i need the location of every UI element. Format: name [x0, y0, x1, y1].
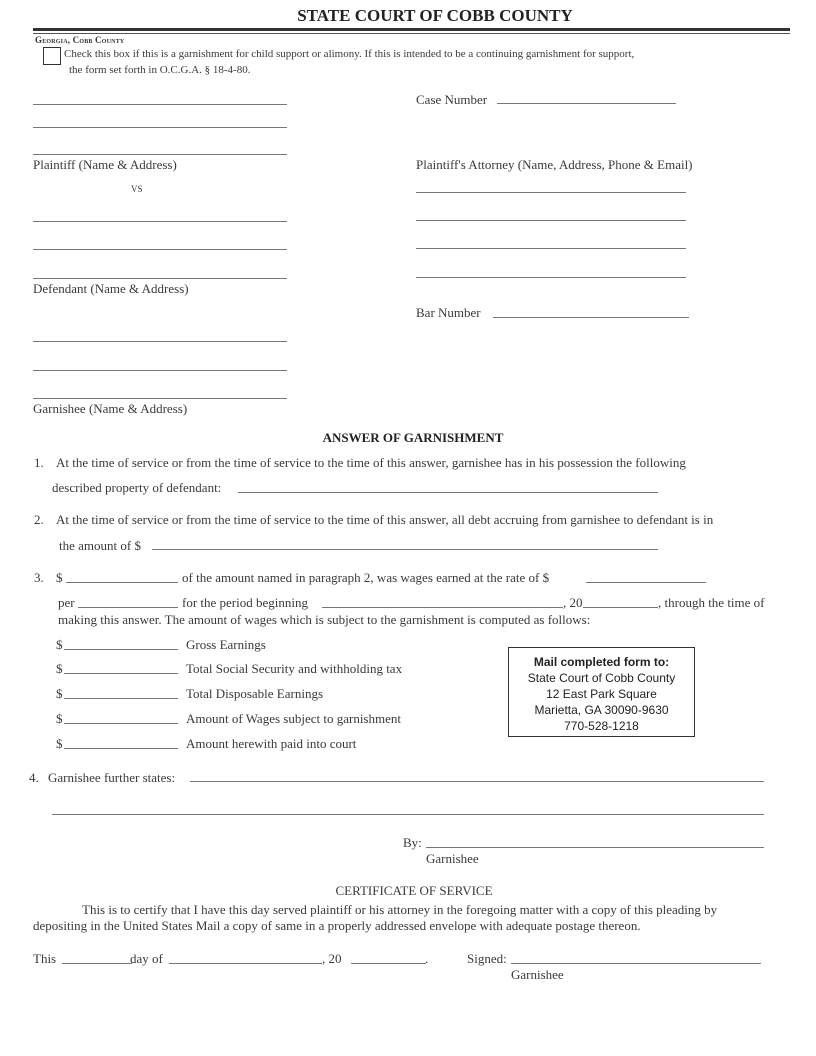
- mail-line-4: 770-528-1218: [564, 719, 639, 733]
- attorney-line-3[interactable]: [416, 248, 686, 249]
- wage-rate-field[interactable]: [586, 582, 706, 583]
- p1-line2: described property of defendant:: [52, 480, 222, 495]
- property-field[interactable]: [238, 492, 658, 493]
- wage-dollar: $: [56, 686, 63, 701]
- wages-subject-field[interactable]: [64, 723, 178, 724]
- bar-number-field[interactable]: [493, 317, 689, 318]
- p2-line1: At the time of service or from the time of service to the time of this answer, all debt accruing from garnishee to defendant is in: [56, 512, 714, 527]
- defendant-line-3[interactable]: [33, 278, 287, 279]
- by-label: By:: [403, 835, 422, 850]
- wage-label: Gross Earnings: [186, 637, 266, 652]
- cert-year-field[interactable]: [351, 963, 426, 964]
- wage-dollar: $: [56, 711, 63, 726]
- page-title: STATE COURT OF COBB COUNTY: [297, 6, 573, 25]
- p3-per: per: [58, 595, 75, 610]
- this-label: This: [33, 951, 57, 966]
- mail-to-box: [508, 647, 695, 737]
- p4-text: Garnishee further states:: [48, 770, 176, 785]
- checkbox-text-line2: the form set forth in O.C.G.A. § 18-4-80.: [69, 64, 251, 76]
- p3-line3: making this answer. The amount of wages which is subject to the garnishment is computed as follows:: [58, 612, 591, 627]
- wage-dollar: $: [56, 736, 63, 751]
- cert-twenty: , 20: [322, 951, 342, 966]
- social-security-field[interactable]: [64, 673, 178, 674]
- plaintiff-label: Plaintiff (Name & Address): [33, 157, 177, 172]
- wage-dollar: $: [56, 661, 63, 676]
- debt-amount-field[interactable]: [152, 549, 658, 550]
- plaintiff-line-1[interactable]: [33, 104, 287, 105]
- further-states-field-1[interactable]: [190, 781, 764, 782]
- answer-heading: ANSWER OF GARNISHMENT: [322, 430, 504, 445]
- header-rule-thick: [33, 28, 790, 31]
- p3-twenty: , 20: [563, 595, 583, 610]
- case-number-field[interactable]: [497, 103, 676, 104]
- gross-earnings-field[interactable]: [64, 649, 178, 650]
- attorney-line-1[interactable]: [416, 192, 686, 193]
- p3-through: , through the time of: [658, 595, 765, 610]
- mail-heading: Mail completed form to:: [533, 655, 670, 669]
- cert-day-field[interactable]: [62, 963, 132, 964]
- wage-label: Total Disposable Earnings: [186, 686, 324, 701]
- cert-month-field[interactable]: [169, 963, 322, 964]
- p1-number: 1.: [34, 455, 44, 470]
- plaintiff-line-2[interactable]: [33, 127, 287, 128]
- p4-number: 4.: [29, 770, 39, 785]
- bar-number-label: Bar Number: [416, 305, 481, 320]
- certificate-text-2: depositing in the United States Mail a copy of same in a properly addressed envelope with adequate postage thereon.: [33, 918, 641, 933]
- vs-label: vs: [131, 180, 143, 195]
- p3-text-a: of the amount named in paragraph 2, was wages earned at the rate of $: [182, 570, 550, 585]
- defendant-line-1[interactable]: [33, 221, 287, 222]
- day-of-label: day of: [130, 951, 163, 966]
- header-rule-thin: [33, 33, 790, 34]
- signed-label: Signed:: [467, 951, 507, 966]
- per-period-field[interactable]: [78, 607, 178, 608]
- p2-line2: the amount of $: [59, 538, 141, 553]
- attorney-line-4[interactable]: [416, 277, 686, 278]
- plaintiff-line-3[interactable]: [33, 154, 287, 155]
- wage-label: Total Social Security and withholding tax: [186, 661, 403, 676]
- garnishee-signature-label: Garnishee: [426, 851, 479, 866]
- wage-label: Amount herewith paid into court: [186, 736, 357, 751]
- defendant-label: Defendant (Name & Address): [33, 281, 189, 296]
- further-states-field-2[interactable]: [52, 814, 764, 815]
- defendant-line-2[interactable]: [33, 249, 287, 250]
- garnishee-label: Garnishee (Name & Address): [33, 401, 188, 416]
- p3-period-label: for the period beginning: [182, 595, 308, 610]
- case-number-label: Case Number: [416, 92, 488, 107]
- mail-line-2: 12 East Park Square: [546, 687, 657, 701]
- p3-number: 3.: [34, 570, 44, 585]
- cert-garnishee-label: Garnishee: [511, 967, 564, 982]
- wage-dollar: $: [56, 637, 63, 652]
- mail-line-3: Marietta, GA 30090-9630: [534, 703, 669, 717]
- cert-signature-field[interactable]: [511, 963, 761, 964]
- wages-amount-field[interactable]: [66, 582, 178, 583]
- garnishee-line-1[interactable]: [33, 341, 287, 342]
- wage-label: Amount of Wages subject to garnishment: [186, 711, 401, 726]
- checkbox-text-line1: Check this box if this is a garnishment for child support or alimony. If this is intended to be a continuing garnishment for support,: [64, 48, 635, 60]
- disposable-earnings-field[interactable]: [64, 698, 178, 699]
- county-label: Georgia, Cobb County: [35, 35, 125, 45]
- cert-period: .: [425, 951, 429, 966]
- garnishee-line-2[interactable]: [33, 370, 287, 371]
- attorney-line-2[interactable]: [416, 220, 686, 221]
- amount-paid-field[interactable]: [64, 748, 178, 749]
- p1-line1: At the time of service or from the time of service to the time of this answer, garnishee has in his possession the following: [56, 455, 686, 470]
- child-support-checkbox[interactable]: [43, 47, 61, 65]
- p2-number: 2.: [34, 512, 44, 527]
- attorney-label: Plaintiff's Attorney (Name, Address, Phone & Email): [416, 157, 693, 172]
- period-beginning-field[interactable]: [322, 607, 563, 608]
- mail-line-1: State Court of Cobb County: [527, 671, 676, 685]
- garnishee-line-3[interactable]: [33, 398, 287, 399]
- year-field[interactable]: [583, 607, 658, 608]
- signature-field[interactable]: [426, 847, 764, 848]
- certificate-heading: CERTIFICATE OF SERVICE: [335, 883, 493, 898]
- certificate-text-1: This is to certify that I have this day served plaintiff or his attorney in the foregoing matter with a copy of this pleading by: [82, 902, 718, 917]
- p3-dollar: $: [56, 570, 63, 585]
